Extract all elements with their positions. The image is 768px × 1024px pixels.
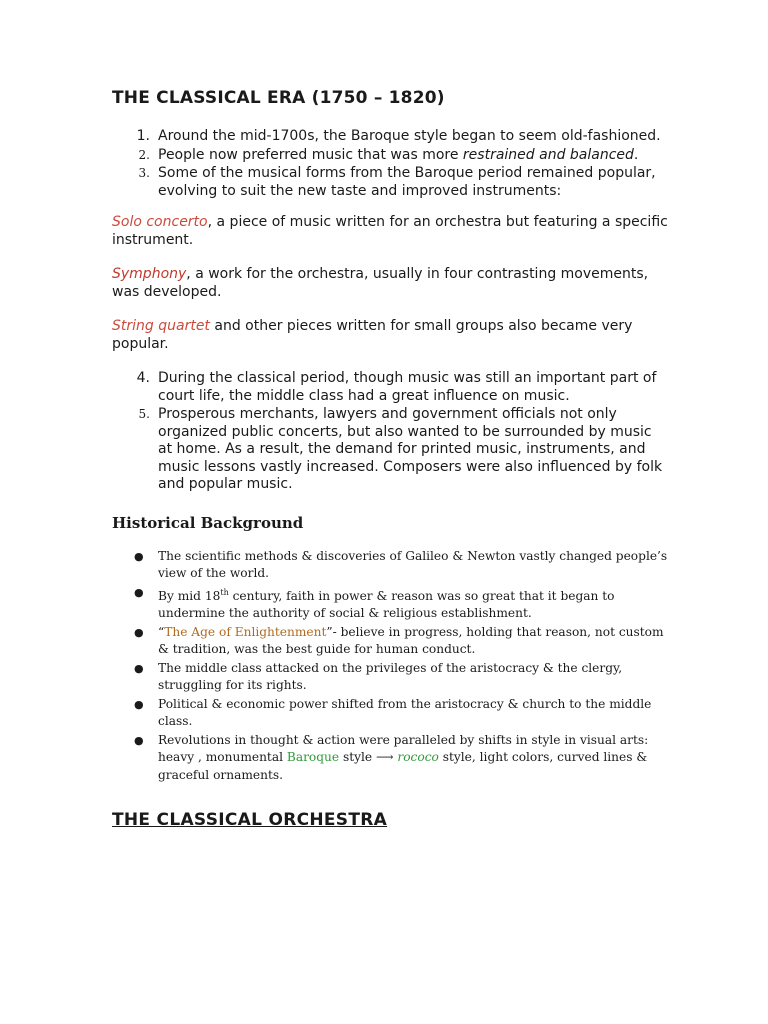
bullet-icon: ●: [134, 625, 144, 639]
paragraph-symphony: [112, 266, 668, 301]
list-item-text: [158, 147, 668, 165]
list-item-text: Around the mid-1700s, the Baroque style began to seem old-fashioned.: [158, 128, 661, 144]
bullet-text-pre: Revolutions in thought & action were paralleled by shifts in style in visual arts: heavy , monumental: [158, 732, 649, 765]
term-string-quartet: String quartet: [112, 318, 210, 334]
paragraph-string-quartet: [112, 318, 668, 353]
ordinal-suffix: th: [220, 587, 229, 597]
list-text-emphasis: restrained and balanced: [462, 146, 634, 163]
bullet-item: [112, 624, 668, 659]
list-item-text: Prosperous merchants, lawyers and government officials not only organized public concerts, but also wanted to be surrounded by music at home. As a result, the demand for printed music, instruments, and music lessons vastly increased. Composers were also influenced by folk and popular music.: [158, 406, 663, 492]
open-quote: “: [158, 624, 165, 639]
list-item: [112, 406, 668, 494]
bullet-text: [158, 732, 668, 785]
list-item-text: During the classical period, though music was still an important part of court life, the middle class had a great influence on music.: [158, 370, 657, 404]
list-number: 4.: [136, 370, 150, 386]
bullet-item: [112, 660, 668, 695]
paragraph-solo-concerto: [112, 214, 668, 249]
list-item: [112, 370, 668, 405]
numbered-list-a: [112, 128, 668, 200]
term-rococo: rococo: [397, 750, 439, 765]
bullet-icon: ●: [134, 733, 144, 747]
bullet-icon: ●: [134, 549, 144, 563]
bullet-item: [112, 696, 668, 731]
bullet-text-pre: By mid 18: [158, 588, 221, 603]
bullet-text: [158, 624, 668, 659]
list-number: 3.: [138, 166, 150, 180]
list-text-pre: People now preferred music that was more: [158, 146, 463, 163]
list-number: 1.: [136, 128, 150, 144]
bullet-icon: ●: [134, 661, 144, 675]
arrow-text: style ⟶: [339, 750, 398, 765]
list-item: [112, 165, 668, 200]
bullet-text-post: style, light colors, curved lines & graceful ornaments.: [158, 750, 648, 782]
term-baroque: Baroque: [286, 750, 340, 765]
paragraph-text: , a work for the orchestra, usually in four contrasting movements, was developed.: [112, 266, 649, 300]
bullet-icon: ●: [134, 585, 144, 599]
bullet-item: [112, 548, 668, 583]
historical-background-heading: Historical Background: [112, 513, 304, 532]
bullet-icon: ●: [134, 697, 144, 711]
historical-bullet-list: [112, 548, 668, 785]
numbered-list-b: [112, 370, 668, 494]
bullet-text-post: ”- believe in progress, holding that reason, not custom & tradition, was the best guide for human conduct.: [158, 624, 664, 657]
bullet-text: Political & economic power shifted from the aristocracy & church to the middle class.: [158, 696, 652, 729]
list-item-text: Some of the musical forms from the Baroque period remained popular, evolving to suit the new taste and improved instruments:: [158, 165, 656, 199]
list-number: 2.: [138, 147, 150, 162]
bullet-text: [158, 584, 668, 623]
term-symphony: Symphony: [112, 266, 187, 282]
bullet-text: The middle class attacked on the privileges of the aristocracy & the clergy, struggling for its rights.: [158, 660, 623, 693]
list-text-post: .: [633, 146, 639, 163]
paragraph-text: , a piece of music written for an orchestra but featuring a specific instrument.: [112, 214, 668, 248]
bullet-item: [112, 732, 668, 785]
list-item: [112, 147, 668, 165]
bullet-text: The scientific methods & discoveries of Galileo & Newton vastly changed people’s view of the world.: [158, 548, 668, 580]
paragraph-text: and other pieces written for small groups also became very popular.: [112, 318, 633, 352]
page-title: THE CLASSICAL ERA (1750 – 1820): [112, 88, 445, 108]
term-age-of-enlightenment: The Age of Enlightenment: [164, 624, 327, 639]
list-number: 5.: [138, 407, 150, 421]
bullet-text-post: century, faith in power & reason was so great that it began to undermine the authority of social & religious establishment.: [158, 588, 615, 621]
classical-orchestra-heading: THE CLASSICAL ORCHESTRA: [112, 810, 388, 831]
list-item: [112, 128, 668, 146]
bullet-item: [112, 584, 668, 623]
term-solo-concerto: Solo concerto: [112, 214, 208, 230]
